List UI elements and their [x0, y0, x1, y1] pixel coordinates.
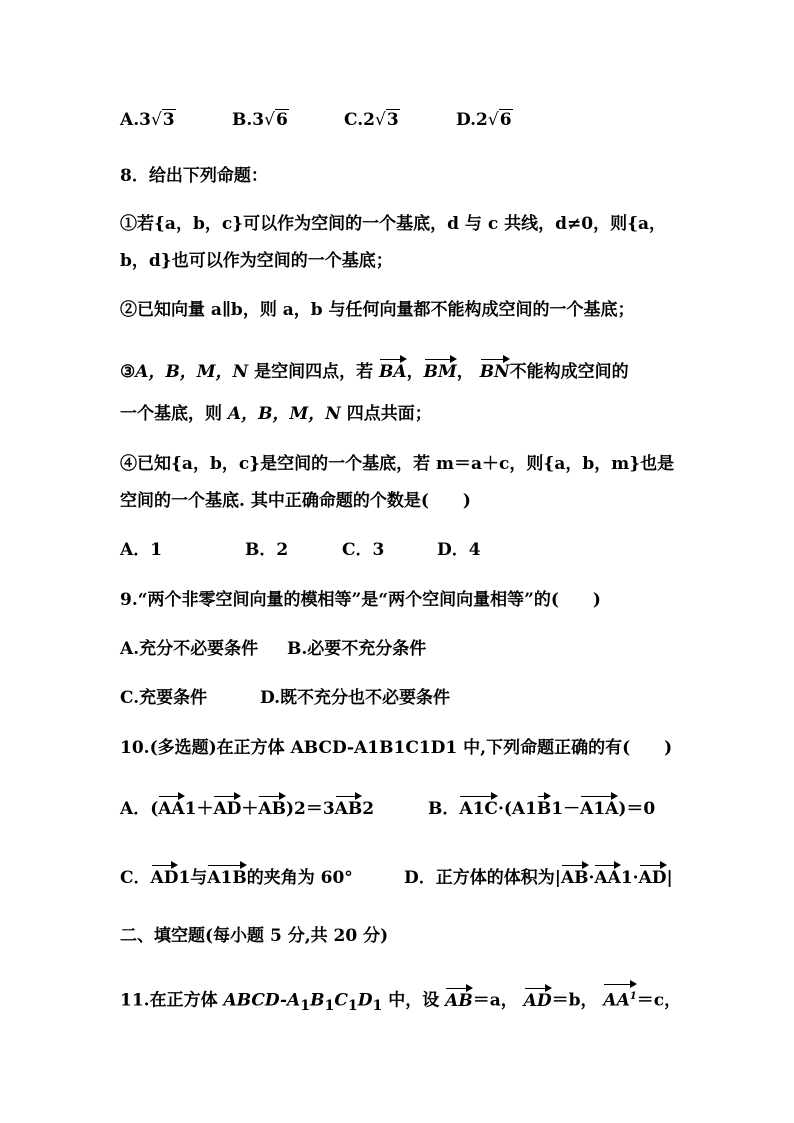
q7-a-coef: A.3	[120, 110, 151, 130]
q11-vec-aa-text: AA	[603, 990, 630, 1011]
vector-ab: AB	[335, 793, 363, 821]
q7-c-coef: C.2	[344, 110, 375, 130]
q8-proposition-4-line-1: ④已知{a，b，c}是空间的一个基底，若 m＝a＋c，则{a，b，m}也是	[120, 454, 675, 474]
vector-ab: AB	[445, 985, 473, 1013]
vector-bm: BM	[424, 356, 457, 384]
q7-c-radicand: 3	[386, 110, 399, 130]
comma: ，	[406, 362, 424, 382]
q9-option-d: D.既不充分也不必要条件	[260, 688, 451, 708]
vector-aa1	[603, 981, 636, 1013]
sqrt-icon: √	[264, 110, 275, 130]
q9-option-a: A.充分不必要条件	[120, 639, 259, 659]
q10-d-t1: ·	[588, 868, 595, 888]
vector-ab: AB	[561, 862, 589, 890]
q7-option-d	[456, 108, 513, 132]
q8-proposition-1-line-1: ①若{a，b，c}可以作为空间的一个基底，d 与 c 共线，d≠0，则{a，	[120, 214, 667, 234]
vector-ad: AD	[639, 862, 667, 890]
section-2-title: 二、填空题(每小题 5 分,共 20 分)	[120, 926, 389, 946]
q10-option-c	[120, 862, 353, 890]
sqrt-icon: √	[487, 110, 499, 130]
vector-a1b: A1B	[207, 862, 246, 890]
q11-t3: ＝c，	[636, 990, 682, 1011]
q8-proposition-1-line-2: b，d}也可以作为空间的一个基底；	[120, 251, 393, 271]
q10-d-t2: 1·	[620, 868, 639, 888]
q11-pre: 11.在正方体	[120, 990, 224, 1011]
q9-option-c: C.充要条件	[120, 688, 208, 708]
vector-a1c: A1C	[459, 793, 498, 821]
q10-option-d	[404, 862, 673, 890]
q7-d-radicand: 6	[499, 110, 512, 130]
vector-ba: BA	[379, 356, 407, 384]
q10-a-t3: )2＝3	[285, 799, 335, 819]
q8-option-b: B．2	[245, 540, 289, 560]
vector-ad: AD	[213, 793, 241, 821]
q7-b-coef: B.3	[232, 110, 265, 130]
q8-option-d: D．4	[437, 540, 481, 560]
q7-a-radicand: 3	[162, 110, 175, 130]
q10-b-t3: )＝0	[618, 799, 656, 819]
q7-option-a	[120, 108, 176, 132]
q7-option-b	[232, 108, 289, 132]
q11-cube-b: B	[310, 990, 325, 1011]
q10-b-t2: 1－	[551, 799, 581, 819]
q11-sub-4: 1	[372, 998, 383, 1015]
q10-b-t1: ·(A1	[497, 799, 537, 819]
q11-vec-aa-sup: 1	[629, 991, 637, 1002]
q8-p3-line2-pre: 一个基底，则	[120, 404, 228, 424]
q11-cube-d: D	[357, 990, 373, 1011]
q8-p3-line2-points: A，B，M，N	[227, 404, 341, 424]
q11-t2: ＝b，	[551, 990, 598, 1011]
q8-p3-mid: 是空间四点，若	[248, 362, 380, 382]
q8-p3-end: 不能构成空间的	[509, 362, 629, 382]
q11-sub-3: 1	[347, 998, 358, 1015]
q8-proposition-4-line-2: 空间的一个基底. 其中正确命题的个数是( )	[120, 491, 471, 511]
vector-ab: AB	[258, 793, 286, 821]
q11-sub-2: 1	[324, 998, 335, 1015]
q8-p3-line2-end: 四点共面；	[340, 404, 432, 424]
q8-proposition-2: ②已知向量 a∥b，则 a，b 与任何向量都不能构成空间的一个基底；	[120, 300, 635, 320]
q7-option-c	[344, 108, 400, 132]
q10-a-t2: ＋	[241, 799, 259, 819]
q8-proposition-3-line-2	[120, 402, 432, 426]
vector-ad1: AD	[151, 862, 179, 890]
q7-b-radicand: 6	[275, 110, 288, 130]
q8-title: 8．给出下列命题：	[120, 166, 268, 186]
q10-option-a	[120, 793, 374, 821]
q10-d-label: D．正方体的体积为|	[404, 868, 561, 888]
q10-b-label: B．	[428, 799, 460, 819]
q10-a-t1: 1＋	[184, 799, 214, 819]
vector-aa1: AA	[594, 862, 620, 890]
vector-ad: AD	[524, 985, 552, 1013]
q10-c-label: C．	[120, 868, 151, 888]
q8-proposition-3-line-1	[120, 356, 629, 384]
vector-aa: AA	[158, 793, 184, 821]
q10-c-t1: 1与	[178, 868, 208, 888]
q8-p3-points: A，B，M，N	[135, 362, 249, 382]
q10-title: 10.(多选题)在正方体 ABCD-A1B1C1D1 中,下列命题正确的有( )	[120, 738, 673, 758]
q8-p3-marker: ③	[120, 362, 136, 382]
sqrt-icon: √	[150, 110, 162, 130]
q9-title: 9.“两个非零空间向量的模相等”是“两个空间向量相等”的( )	[120, 590, 601, 610]
vector-bn: BN	[480, 356, 510, 384]
q8-option-c: C．3	[342, 540, 385, 560]
q11-sub-1: 1	[300, 998, 311, 1015]
q11-mid: 中，设	[382, 990, 446, 1011]
sqrt-icon: √	[374, 110, 386, 130]
q11-t1: ＝a，	[472, 990, 518, 1011]
vector-a1b1: B	[537, 793, 551, 821]
vector-a1a: A1A	[580, 793, 618, 821]
comma: ，	[456, 362, 474, 382]
q10-option-b	[428, 793, 655, 821]
q9-option-b: B.必要不充分条件	[287, 639, 427, 659]
q11-cube-c: C	[334, 990, 348, 1011]
q10-a-label: A．(	[120, 799, 159, 819]
q8-option-a: A．1	[120, 540, 163, 560]
q10-d-t3: |	[666, 868, 673, 888]
q10-c-t2: 的夹角为 60°	[246, 868, 353, 888]
q11-stem	[120, 981, 681, 1018]
q11-cube-a: ABCD-A	[223, 990, 301, 1011]
q7-d-coef: D.2	[456, 110, 488, 130]
q10-a-t4: 2	[362, 799, 375, 819]
